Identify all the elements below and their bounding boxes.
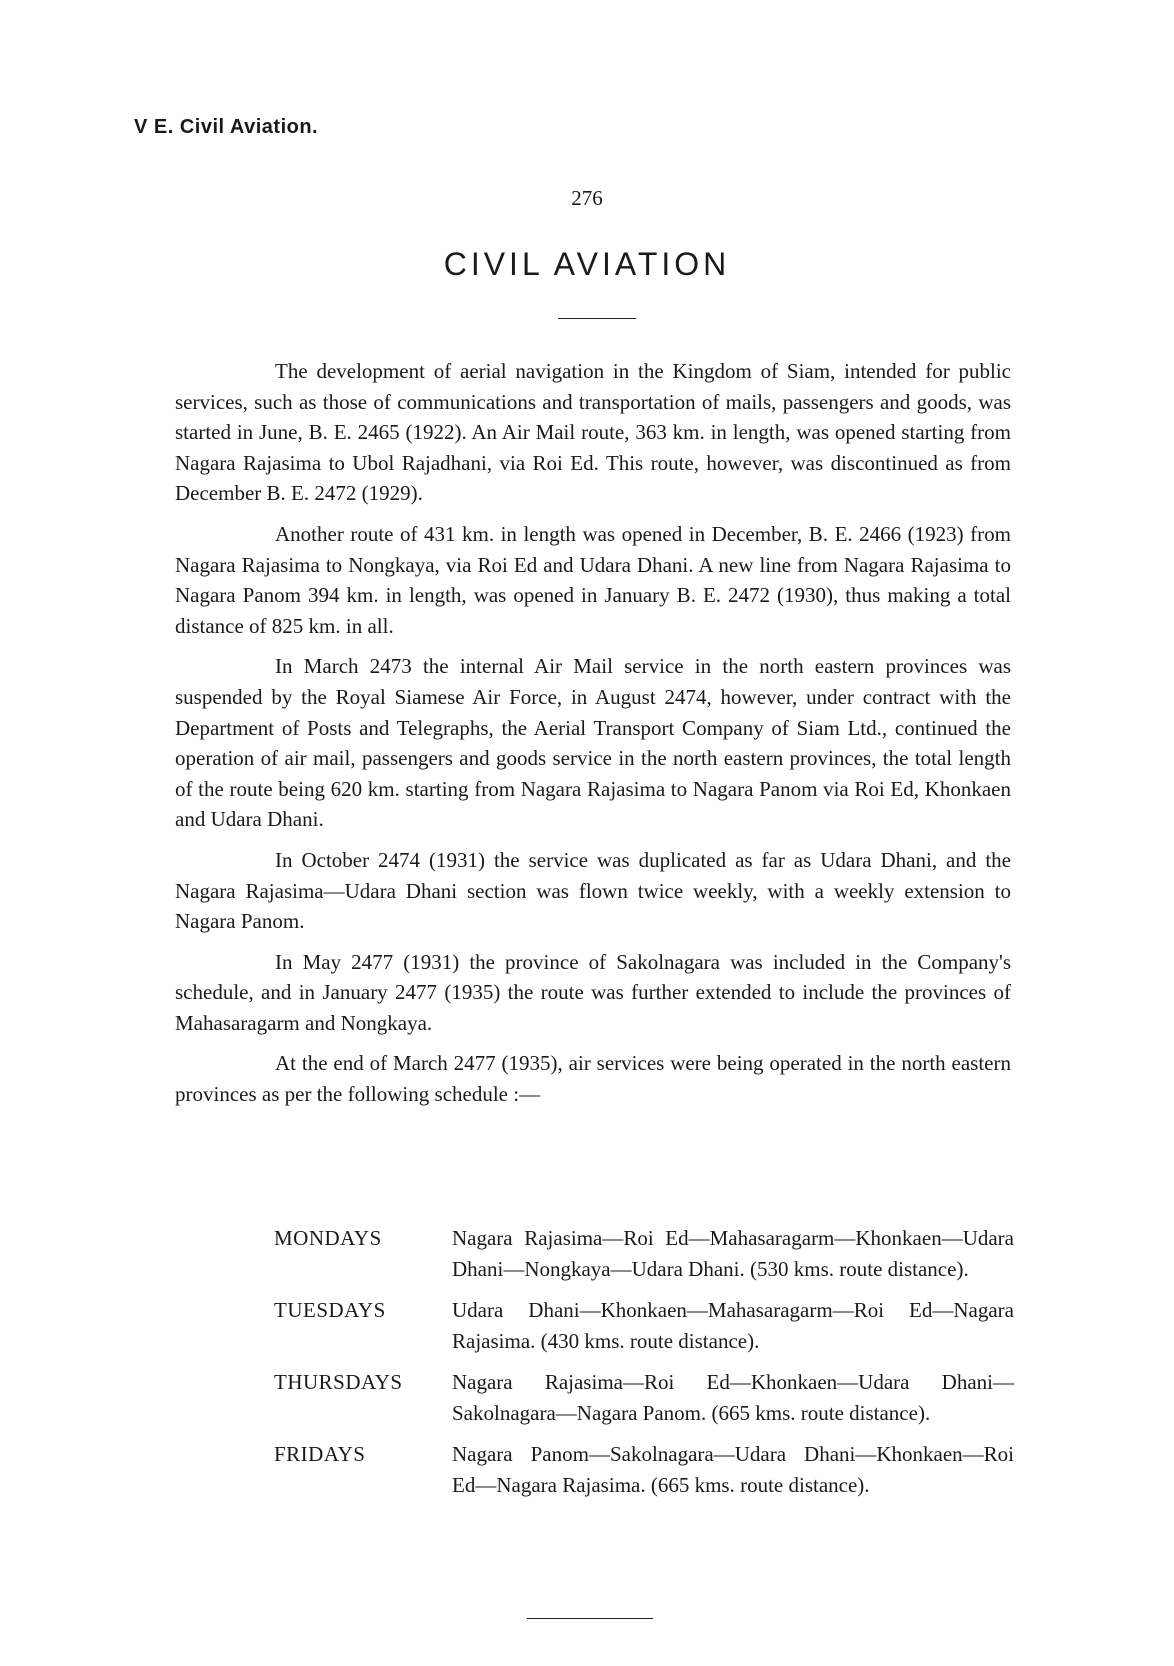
schedule-route: Nagara Panom—Sakolnagara—Udara Dhani—Khonkaen—Roi Ed—Nagara Rajasima. (665 kms. route distance). [452, 1442, 1014, 1497]
schedule-route: Nagara Rajasima—Roi Ed—Mahasaragarm—Khonkaen—Udara Dhani—Nongkaya—Udara Dhani. (530 kms. route distance). [452, 1226, 1014, 1281]
body-text [175, 356, 1011, 1120]
page-number: 276 [571, 186, 603, 210]
title-divider [558, 318, 636, 319]
schedule-day: MONDAYS [274, 1226, 382, 1250]
schedule-route: Nagara Rajasima—Roi Ed—Khonkaen—Udara Dhani—Sakolnagara—Nagara Panom. (665 kms. route distance). [452, 1370, 1014, 1425]
schedule-row [274, 1439, 1014, 1501]
schedule-day: FRIDAYS [274, 1442, 366, 1466]
end-divider [527, 1618, 653, 1619]
paragraph: In March 2473 the internal Air Mail service in the north eastern provinces was suspended by the Royal Siamese Air Force, in August 2474, however, under contract with the Department of Posts and Telegraphs, the Aerial Transport Company of Siam Ltd., continued the operation of air mail, passengers and goods service in the north eastern provinces, the total length of the route being 620 km. starting from Nagara Rajasima to Nagara Panom via Roi Ed, Khonkaen and Udara Dhani. [175, 654, 1011, 832]
schedule-day: TUESDAYS [274, 1298, 386, 1322]
paragraph: In October 2474 (1931) the service was duplicated as far as Udara Dhani, and the Nagara Rajasima—Udara Dhani section was flown twice weekly, with a weekly extension to Nagara Panom. [175, 847, 1011, 934]
schedule-day: THURSDAYS [274, 1370, 403, 1394]
page-title: CIVIL AVIATION [443, 246, 731, 282]
paragraph: In May 2477 (1931) the province of Sakolnagara was included in the Company's schedule, and in January 2477 (1935) the route was further extended to include the provinces of Mahasaragarm and Nongkaya. [175, 949, 1011, 1035]
schedule-list [274, 1223, 1014, 1511]
schedule-row [274, 1367, 1014, 1429]
schedule-route: Udara Dhani—Khonkaen—Mahasaragarm—Roi Ed—Nagara Rajasima. (430 kms. route distance). [452, 1298, 1014, 1353]
schedule-row [274, 1295, 1014, 1357]
paragraph: Another route of 431 km. in length was opened in December, B. E. 2466 (1923) from Nagara Rajasima to Nongkaya, via Roi Ed and Udara Dhani. A new line from Nagara Rajasima to Nagara Panom 394 km. in length, was opened in January B. E. 2472 (1930), thus making a total distance of 825 km. in all. [175, 521, 1011, 638]
section-label: V E. Civil Aviation. [134, 116, 319, 138]
paragraph: At the end of March 2477 (1935), air services were being operated in the north eastern provinces as per the following schedule :— [175, 1051, 1011, 1107]
paragraph: The development of aerial navigation in the Kingdom of Siam, intended for public services, such as those of communications and transportation of mails, passengers and goods, was started in June, B. E. 2465 (1922). An Air Mail route, 363 km. in length, was opened starting from Nagara Rajasima to Ubol Rajadhani, via Roi Ed. This route, however, was discontinued as from December B. E. 2472 (1929). [175, 359, 1011, 506]
schedule-row [274, 1223, 1014, 1285]
